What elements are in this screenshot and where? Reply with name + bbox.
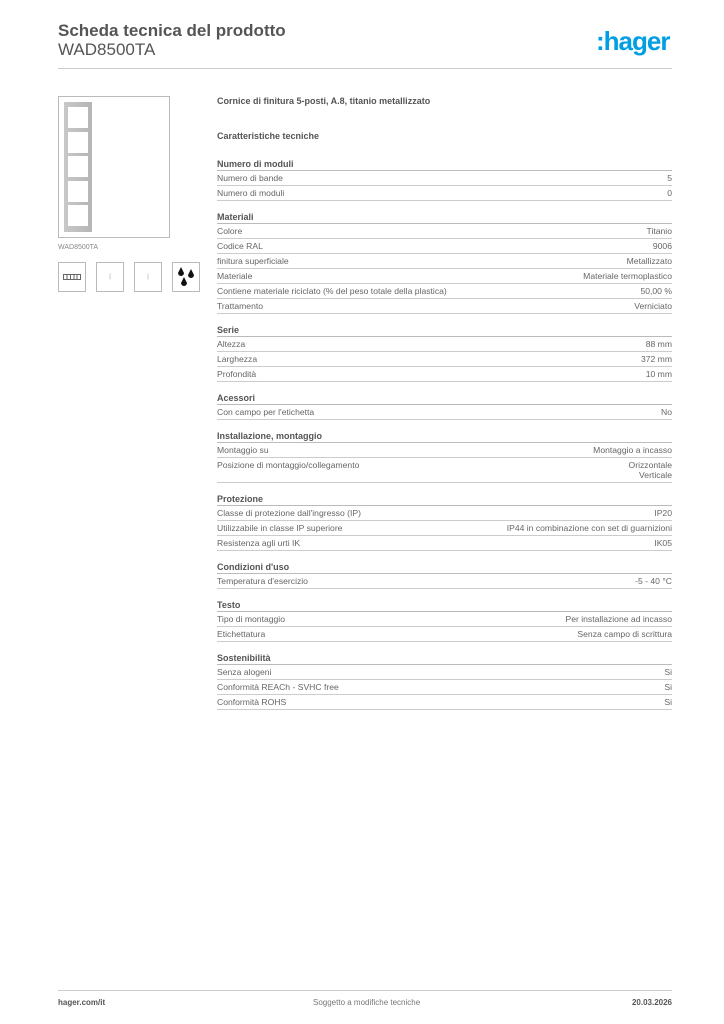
module-strip-icon [58, 262, 86, 292]
spec-row [217, 405, 672, 420]
hager-logo: :hager [596, 26, 670, 56]
spec-row [217, 186, 672, 201]
spec-row [217, 269, 672, 284]
spec-row [217, 337, 672, 352]
spec-section [217, 157, 672, 201]
product-code: WAD8500TA [58, 40, 156, 59]
spec-value: Materiale termoplastico [583, 271, 672, 281]
spec-row [217, 171, 672, 186]
spec-label: Resistenza agli urti IK [217, 538, 301, 548]
spec-row [217, 443, 672, 458]
spec-label: Altezza [217, 339, 246, 349]
spec-label: Con campo per l'etichetta [217, 407, 315, 417]
spec-row [217, 665, 672, 680]
spec-section [217, 391, 672, 420]
spec-label: Materiale [217, 271, 253, 281]
spec-label: Numero di bande [217, 173, 283, 183]
spec-value: 50,00 % [640, 286, 672, 296]
spec-row [217, 458, 672, 483]
spec-value: 5 [667, 173, 672, 183]
spec-label: Etichettatura [217, 629, 266, 639]
spec-label: Tipo di montaggio [217, 614, 285, 624]
spec-label: Contiene materiale riciclato (% del peso totale della plastica) [217, 286, 447, 296]
footer-note: Soggetto a modifiche tecniche [313, 998, 421, 1007]
spec-section [217, 210, 672, 314]
spec-label: Temperatura d'esercizio [217, 576, 308, 586]
spec-value: 9006 [652, 241, 672, 251]
spec-label: Utilizzabile in classe IP superiore [217, 523, 343, 533]
section-title: Installazione, montaggio [217, 429, 672, 443]
spec-row [217, 680, 672, 695]
spec-section [217, 651, 672, 710]
spec-label: Numero di moduli [217, 188, 285, 198]
image-label: WAD8500TA [58, 244, 99, 251]
spec-value: Per installazione ad incasso [565, 614, 672, 624]
blank-icon: | [134, 262, 162, 292]
spec-label: finitura superficiale [217, 256, 289, 266]
spec-label: Classe di protezione dall'ingresso (IP) [217, 508, 361, 518]
spec-sheet [217, 96, 672, 719]
spec-value: 88 mm [645, 339, 672, 349]
spec-label: Senza alogeni [217, 667, 272, 677]
spec-value: Montaggio a incasso [593, 445, 672, 455]
spec-value: IK05 [654, 538, 672, 548]
spec-label: Codice RAL [217, 241, 263, 251]
spec-section [217, 598, 672, 642]
spec-value: 10 mm [645, 369, 672, 379]
spec-label: Trattamento [217, 301, 264, 311]
spec-row [217, 254, 672, 269]
footer-website: hager.com/it [58, 998, 106, 1007]
spec-section [217, 492, 672, 551]
spec-row [217, 224, 672, 239]
frame-illustration [64, 102, 92, 232]
spec-label: Conformità ROHS [217, 697, 287, 707]
section-title: Testo [217, 598, 672, 612]
spec-row [217, 536, 672, 551]
spec-value: IP44 in combinazione con set di guarnizioni [506, 523, 672, 533]
spec-value: Senza campo di scrittura [577, 629, 672, 639]
spec-section [217, 429, 672, 483]
spec-value: Si [664, 697, 672, 707]
section-title: Condizioni d'uso [217, 560, 672, 574]
spec-section [217, 323, 672, 382]
feature-icons [58, 262, 200, 292]
section-title: Numero di moduli [217, 157, 672, 171]
spec-row [217, 506, 672, 521]
spec-label: Conformità REACh - SVHC free [217, 682, 339, 692]
spec-label: Posizione di montaggio/collegamento [217, 460, 360, 470]
spec-row [217, 695, 672, 710]
spec-value: 0 [667, 188, 672, 198]
section-title: Materiali [217, 210, 672, 224]
spec-row [217, 239, 672, 254]
spec-row [217, 284, 672, 299]
product-image [58, 96, 170, 238]
section-title: Serie [217, 323, 672, 337]
spec-value: Titanio [646, 226, 672, 236]
section-title: Acessori [217, 391, 672, 405]
spec-value: No [661, 407, 672, 417]
spec-value: Verniciato [634, 301, 672, 311]
footer-date: 20.03.2026 [631, 998, 672, 1007]
spec-row [217, 612, 672, 627]
header-divider [58, 68, 672, 69]
product-title: Cornice di finitura 5-posti, A.8, titanio metallizzato [217, 96, 431, 106]
spec-row [217, 627, 672, 642]
spec-label: Montaggio su [217, 445, 269, 455]
spec-value: Metallizzato [626, 256, 672, 266]
section-title: Sostenibilità [217, 651, 672, 665]
spec-value: Si [664, 682, 672, 692]
spec-value: 372 mm [640, 354, 672, 364]
spec-label: Colore [217, 226, 243, 236]
spec-section [217, 560, 672, 589]
spec-row [217, 352, 672, 367]
water-drops-icon [172, 262, 200, 292]
spec-value: -5 - 40 °C [635, 576, 672, 586]
spec-value: IP20 [654, 508, 672, 518]
spec-label: Profondità [217, 369, 257, 379]
page-title: Scheda tecnica del prodotto [58, 21, 286, 40]
spec-value: Orizzontale Verticale [628, 460, 672, 480]
spec-value: Si [664, 667, 672, 677]
spec-row [217, 367, 672, 382]
spec-label: Larghezza [217, 354, 258, 364]
spec-row [217, 521, 672, 536]
spec-row [217, 299, 672, 314]
spec-row [217, 574, 672, 589]
characteristics-title: Caratteristiche tecniche [217, 131, 320, 141]
section-title: Protezione [217, 492, 672, 506]
footer-divider [58, 990, 672, 991]
blank-icon: | [96, 262, 124, 292]
